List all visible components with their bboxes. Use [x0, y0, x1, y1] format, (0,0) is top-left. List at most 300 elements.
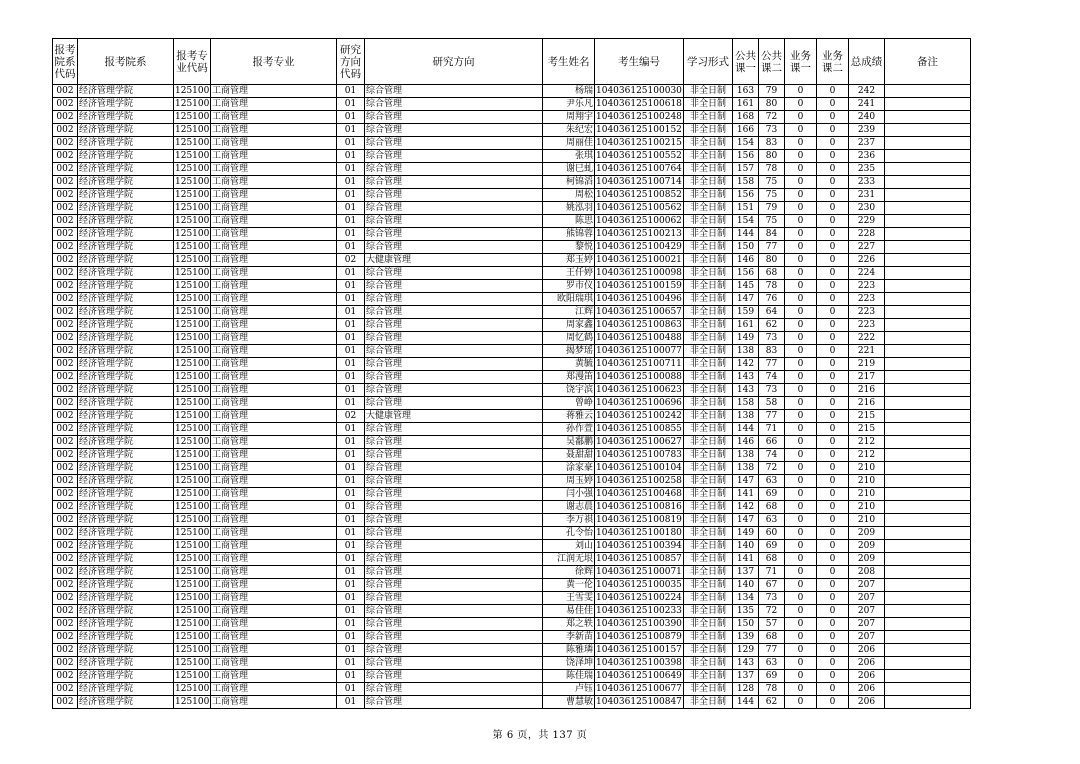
col-public-2-cell: 75 — [759, 176, 785, 189]
col-major-code-cell: 125100 — [175, 475, 210, 486]
col-direction-code-cell: 01 — [337, 423, 365, 436]
col-public-1-cell: 138 — [733, 449, 759, 462]
col-public-1-cell: 137 — [733, 670, 759, 683]
col-public-2-cell: 74 — [759, 371, 785, 384]
col-study-mode-cell: 非全日制 — [684, 384, 733, 397]
col-subject-1-cell: 0 — [785, 345, 817, 358]
col-subject-2-cell: 0 — [817, 449, 849, 462]
col-public-1-cell: 142 — [733, 501, 759, 514]
col-major-code-cell: 125100 — [175, 527, 210, 538]
col-public-2-cell: 69 — [759, 670, 785, 683]
col-public-2-cell: 69 — [759, 540, 785, 553]
col-remarks-cell — [885, 241, 971, 254]
col-direction-cell: 综合管理 — [365, 163, 543, 176]
table-row — [53, 241, 971, 254]
col-study-mode-cell: 非全日制 — [684, 696, 733, 709]
col-dept-code-cell: 002 — [53, 137, 78, 150]
col-public-1-cell: 159 — [733, 306, 759, 319]
col-direction-code-cell: 02 — [337, 254, 365, 267]
col-public-1-cell: 149 — [733, 527, 759, 540]
col-major-code-cell: 125100 — [175, 111, 210, 122]
col-direction-cell: 大健康管理 — [365, 410, 543, 423]
col-major-cell: 工商管理 — [211, 657, 337, 670]
col-study-mode-cell: 非全日制 — [684, 631, 733, 644]
col-remarks-cell — [885, 527, 971, 540]
col-study-mode-cell: 非全日制 — [684, 566, 733, 579]
table-row — [53, 254, 971, 267]
col-subject-1-cell: 0 — [785, 371, 817, 384]
table-row — [53, 475, 971, 488]
col-dept-cell: 经济管理学院 — [78, 618, 174, 631]
col-study-mode-cell: 非全日制 — [684, 605, 733, 618]
col-subject-1-cell: 0 — [785, 358, 817, 371]
col-remarks-cell — [885, 345, 971, 358]
col-public-1-cell: 135 — [733, 605, 759, 618]
header-col-dept-code: 报考院系代码 — [53, 39, 78, 85]
col-name-cell: 孔令怡 — [543, 527, 595, 540]
col-name-cell: 曹慧敏 — [543, 696, 595, 709]
col-major-cell: 工商管理 — [211, 566, 337, 579]
col-public-2-cell: 75 — [759, 189, 785, 202]
col-name-cell: 饶泽坤 — [543, 657, 595, 670]
col-major-cell: 工商管理 — [211, 241, 337, 254]
col-study-mode-cell: 非全日制 — [684, 98, 733, 111]
col-total-cell: 219 — [849, 358, 885, 371]
col-public-1-cell: 146 — [733, 254, 759, 267]
col-study-mode-cell: 非全日制 — [684, 215, 733, 228]
table-row — [53, 514, 971, 527]
col-remarks-cell — [885, 267, 971, 280]
col-direction-code-cell: 01 — [337, 280, 365, 293]
col-subject-1-cell: 0 — [785, 215, 817, 228]
score-table — [52, 38, 971, 709]
col-total-cell: 242 — [849, 85, 885, 98]
col-subject-1-cell: 0 — [785, 384, 817, 397]
col-major-cell: 工商管理 — [211, 527, 337, 540]
col-exam-id-cell: 104036125100394 — [596, 540, 682, 551]
col-major-cell: 工商管理 — [211, 540, 337, 553]
col-major-cell: 工商管理 — [211, 670, 337, 683]
col-exam-id-cell: 104036125100677 — [596, 683, 682, 694]
col-public-2-cell: 79 — [759, 85, 785, 98]
col-public-1-cell: 147 — [733, 293, 759, 306]
col-major-cell: 工商管理 — [211, 371, 337, 384]
col-subject-2-cell: 0 — [817, 306, 849, 319]
col-direction-cell: 综合管理 — [365, 189, 543, 202]
col-total-cell: 215 — [849, 423, 885, 436]
col-total-cell: 216 — [849, 384, 885, 397]
table-row — [53, 553, 971, 566]
col-public-1-cell: 147 — [733, 475, 759, 488]
table-row — [53, 488, 971, 501]
col-dept-code-cell: 002 — [53, 410, 78, 423]
col-remarks-cell — [885, 254, 971, 267]
col-direction-cell: 综合管理 — [365, 618, 543, 631]
col-subject-1-cell: 0 — [785, 488, 817, 501]
header-col-subject-1: 业务课一 — [785, 39, 817, 85]
col-public-2-cell: 71 — [759, 566, 785, 579]
col-subject-1-cell: 0 — [785, 163, 817, 176]
col-dept-code-cell: 002 — [53, 150, 78, 163]
col-total-cell: 230 — [849, 202, 885, 215]
col-subject-2-cell: 0 — [817, 527, 849, 540]
col-subject-2-cell: 0 — [817, 436, 849, 449]
col-dept-code-cell: 002 — [53, 111, 78, 124]
col-major-cell: 工商管理 — [211, 514, 337, 527]
col-exam-id-cell: 104036125100398 — [596, 657, 682, 668]
col-subject-2-cell: 0 — [817, 345, 849, 358]
col-dept-code-cell: 002 — [53, 397, 78, 410]
col-major-cell: 工商管理 — [211, 176, 337, 189]
col-total-cell: 233 — [849, 176, 885, 189]
col-total-cell: 229 — [849, 215, 885, 228]
col-dept-code-cell: 002 — [53, 631, 78, 644]
col-public-2-cell: 73 — [759, 332, 785, 345]
col-public-2-cell: 67 — [759, 579, 785, 592]
col-dept-code-cell: 002 — [53, 85, 78, 98]
col-subject-2-cell: 0 — [817, 358, 849, 371]
col-direction-cell: 综合管理 — [365, 215, 543, 228]
header-col-remarks: 备注 — [885, 39, 971, 85]
col-public-2-cell: 78 — [759, 163, 785, 176]
table-row — [53, 644, 971, 657]
col-exam-id-cell: 104036125100488 — [596, 332, 682, 343]
col-name-cell: 周松 — [543, 189, 595, 202]
col-public-2-cell: 68 — [759, 501, 785, 514]
col-total-cell: 215 — [849, 410, 885, 423]
col-dept-cell: 经济管理学院 — [78, 683, 174, 696]
col-public-1-cell: 138 — [733, 462, 759, 475]
col-dept-code-cell: 002 — [53, 501, 78, 514]
col-subject-1-cell: 0 — [785, 241, 817, 254]
col-study-mode-cell: 非全日制 — [684, 280, 733, 293]
col-direction-cell: 综合管理 — [365, 150, 543, 163]
table-row — [53, 384, 971, 397]
col-subject-2-cell: 0 — [817, 605, 849, 618]
col-dept-cell: 经济管理学院 — [78, 657, 174, 670]
col-subject-2-cell: 0 — [817, 514, 849, 527]
table-row — [53, 618, 971, 631]
col-public-1-cell: 154 — [733, 137, 759, 150]
col-major-cell: 工商管理 — [211, 410, 337, 423]
col-direction-cell: 综合管理 — [365, 280, 543, 293]
col-direction-cell: 综合管理 — [365, 696, 543, 709]
col-subject-1-cell: 0 — [785, 553, 817, 566]
col-dept-cell: 经济管理学院 — [78, 150, 174, 163]
col-public-2-cell: 57 — [759, 618, 785, 631]
col-dept-cell: 经济管理学院 — [78, 670, 174, 683]
col-dept-cell: 经济管理学院 — [78, 423, 174, 436]
col-remarks-cell — [885, 423, 971, 436]
col-total-cell: 207 — [849, 631, 885, 644]
col-direction-code-cell: 01 — [337, 553, 365, 566]
col-exam-id-cell: 104036125100062 — [596, 215, 682, 226]
col-direction-cell: 综合管理 — [365, 553, 543, 566]
col-name-cell: 周丽佳 — [543, 137, 595, 150]
col-public-1-cell: 140 — [733, 540, 759, 553]
col-major-code-cell: 125100 — [175, 98, 210, 109]
col-public-2-cell: 73 — [759, 124, 785, 137]
col-exam-id-cell: 104036125100390 — [596, 618, 682, 629]
col-study-mode-cell: 非全日制 — [684, 241, 733, 254]
col-total-cell: 222 — [849, 332, 885, 345]
col-dept-code-cell: 002 — [53, 683, 78, 696]
col-direction-cell: 综合管理 — [365, 423, 543, 436]
col-public-2-cell: 68 — [759, 267, 785, 280]
col-total-cell: 236 — [849, 150, 885, 163]
col-subject-2-cell: 0 — [817, 163, 849, 176]
col-dept-cell: 经济管理学院 — [78, 566, 174, 579]
col-total-cell: 209 — [849, 527, 885, 540]
col-public-2-cell: 68 — [759, 631, 785, 644]
col-subject-2-cell: 0 — [817, 332, 849, 345]
col-remarks-cell — [885, 150, 971, 163]
col-public-2-cell: 58 — [759, 397, 785, 410]
table-row — [53, 579, 971, 592]
col-subject-1-cell: 0 — [785, 657, 817, 670]
col-major-code-cell: 125100 — [175, 488, 210, 499]
col-public-2-cell: 63 — [759, 514, 785, 527]
table-row — [53, 124, 971, 137]
col-direction-cell: 大健康管理 — [365, 254, 543, 267]
col-dept-cell: 经济管理学院 — [78, 293, 174, 306]
col-direction-cell: 综合管理 — [365, 631, 543, 644]
col-major-cell: 工商管理 — [211, 696, 337, 709]
col-direction-code-cell: 01 — [337, 566, 365, 579]
col-public-2-cell: 66 — [759, 436, 785, 449]
col-name-cell: 柯锦滔 — [543, 176, 595, 189]
col-remarks-cell — [885, 475, 971, 488]
col-subject-2-cell: 0 — [817, 618, 849, 631]
col-major-code-cell: 125100 — [175, 462, 210, 473]
col-dept-code-cell: 002 — [53, 228, 78, 241]
col-public-2-cell: 71 — [759, 423, 785, 436]
col-direction-cell: 综合管理 — [365, 85, 543, 98]
col-dept-code-cell: 002 — [53, 98, 78, 111]
col-exam-id-cell: 104036125100233 — [596, 605, 682, 616]
col-exam-id-cell: 104036125100552 — [596, 150, 682, 161]
col-dept-cell: 经济管理学院 — [78, 345, 174, 358]
col-dept-cell: 经济管理学院 — [78, 371, 174, 384]
col-subject-1-cell: 0 — [785, 137, 817, 150]
col-major-cell: 工商管理 — [211, 384, 337, 397]
col-subject-1-cell: 0 — [785, 527, 817, 540]
col-study-mode-cell: 非全日制 — [684, 592, 733, 605]
col-remarks-cell — [885, 579, 971, 592]
col-direction-cell: 综合管理 — [365, 267, 543, 280]
col-study-mode-cell: 非全日制 — [684, 540, 733, 553]
col-subject-1-cell: 0 — [785, 319, 817, 332]
col-dept-code-cell: 002 — [53, 618, 78, 631]
col-study-mode-cell: 非全日制 — [684, 501, 733, 514]
col-major-code-cell: 125100 — [175, 657, 210, 668]
col-public-1-cell: 166 — [733, 124, 759, 137]
col-study-mode-cell: 非全日制 — [684, 111, 733, 124]
col-dept-code-cell: 002 — [53, 540, 78, 553]
col-remarks-cell — [885, 176, 971, 189]
col-subject-2-cell: 0 — [817, 501, 849, 514]
col-major-cell: 工商管理 — [211, 618, 337, 631]
col-dept-cell: 经济管理学院 — [78, 189, 174, 202]
col-study-mode-cell: 非全日制 — [684, 449, 733, 462]
table-row — [53, 189, 971, 202]
col-total-cell: 224 — [849, 267, 885, 280]
col-dept-cell: 经济管理学院 — [78, 111, 174, 124]
col-name-cell: 易佳佳 — [543, 605, 595, 618]
col-major-cell: 工商管理 — [211, 423, 337, 436]
col-direction-code-cell: 01 — [337, 605, 365, 618]
col-dept-code-cell: 002 — [53, 189, 78, 202]
col-study-mode-cell: 非全日制 — [684, 306, 733, 319]
col-remarks-cell — [885, 631, 971, 644]
col-public-2-cell: 80 — [759, 254, 785, 267]
col-public-1-cell: 158 — [733, 397, 759, 410]
col-major-code-cell: 125100 — [175, 189, 210, 200]
col-subject-1-cell: 0 — [785, 293, 817, 306]
col-dept-code-cell: 002 — [53, 462, 78, 475]
col-subject-1-cell: 0 — [785, 176, 817, 189]
col-major-code-cell: 125100 — [175, 514, 210, 525]
col-study-mode-cell: 非全日制 — [684, 293, 733, 306]
header-col-major-code: 报考专业代码 — [174, 39, 211, 85]
header-col-public-1: 公共课一 — [733, 39, 759, 85]
table-header-row — [53, 39, 971, 85]
col-total-cell: 223 — [849, 280, 885, 293]
col-study-mode-cell: 非全日制 — [684, 683, 733, 696]
col-public-1-cell: 154 — [733, 215, 759, 228]
col-subject-2-cell: 0 — [817, 371, 849, 384]
col-direction-code-cell: 01 — [337, 306, 365, 319]
col-dept-code-cell: 002 — [53, 436, 78, 449]
col-direction-code-cell: 01 — [337, 592, 365, 605]
col-total-cell: 206 — [849, 683, 885, 696]
col-major-code-cell: 125100 — [175, 332, 210, 343]
col-major-code-cell: 125100 — [175, 215, 210, 226]
col-exam-id-cell: 104036125100258 — [596, 475, 682, 486]
col-public-1-cell: 147 — [733, 514, 759, 527]
col-major-cell: 工商管理 — [211, 488, 337, 501]
col-remarks-cell — [885, 540, 971, 553]
col-exam-id-cell: 104036125100714 — [596, 176, 682, 187]
col-name-cell: 周忆鹤 — [543, 332, 595, 345]
col-remarks-cell — [885, 85, 971, 98]
col-subject-2-cell: 0 — [817, 215, 849, 228]
col-name-cell: 揭梦瑶 — [543, 345, 595, 358]
col-direction-cell: 综合管理 — [365, 319, 543, 332]
col-direction-code-cell: 01 — [337, 319, 365, 332]
col-dept-code-cell: 002 — [53, 553, 78, 566]
col-total-cell: 210 — [849, 488, 885, 501]
col-exam-id-cell: 104036125100077 — [596, 345, 682, 356]
col-name-cell: 王雪雯 — [543, 592, 595, 605]
col-dept-cell: 经济管理学院 — [78, 501, 174, 514]
col-subject-1-cell: 0 — [785, 566, 817, 579]
table-row — [53, 683, 971, 696]
col-name-cell: 孙作萱 — [543, 423, 595, 436]
table-row — [53, 397, 971, 410]
col-total-cell: 228 — [849, 228, 885, 241]
col-remarks-cell — [885, 124, 971, 137]
table-row — [53, 137, 971, 150]
col-remarks-cell — [885, 683, 971, 696]
col-name-cell: 朱纪宏 — [543, 124, 595, 137]
col-study-mode-cell: 非全日制 — [684, 644, 733, 657]
col-name-cell: 卢钰 — [543, 683, 595, 696]
col-subject-2-cell: 0 — [817, 644, 849, 657]
col-direction-code-cell: 01 — [337, 150, 365, 163]
col-name-cell: 姚泓羽 — [543, 202, 595, 215]
table-row — [53, 85, 971, 98]
col-dept-code-cell: 002 — [53, 202, 78, 215]
col-exam-id-cell: 104036125100618 — [596, 98, 682, 109]
col-direction-cell: 综合管理 — [365, 475, 543, 488]
col-exam-id-cell: 104036125100104 — [596, 462, 682, 473]
col-public-2-cell: 80 — [759, 150, 785, 163]
col-remarks-cell — [885, 436, 971, 449]
col-direction-cell: 综合管理 — [365, 605, 543, 618]
col-remarks-cell — [885, 137, 971, 150]
col-subject-1-cell: 0 — [785, 85, 817, 98]
col-subject-2-cell: 0 — [817, 228, 849, 241]
col-public-2-cell: 77 — [759, 358, 785, 371]
col-dept-cell: 经济管理学院 — [78, 397, 174, 410]
table-row — [53, 462, 971, 475]
header-col-dept: 报考院系 — [78, 39, 174, 85]
col-study-mode-cell: 非全日制 — [684, 267, 733, 280]
col-study-mode-cell: 非全日制 — [684, 163, 733, 176]
col-name-cell: 刘山 — [543, 540, 595, 553]
col-major-cell: 工商管理 — [211, 475, 337, 488]
col-subject-1-cell: 0 — [785, 124, 817, 137]
col-study-mode-cell: 非全日制 — [684, 514, 733, 527]
col-name-cell: 李新苗 — [543, 631, 595, 644]
col-name-cell: 饶宇滨 — [543, 384, 595, 397]
col-remarks-cell — [885, 397, 971, 410]
col-direction-code-cell: 01 — [337, 696, 365, 709]
col-direction-code-cell: 01 — [337, 436, 365, 449]
col-subject-1-cell: 0 — [785, 696, 817, 709]
col-direction-cell: 综合管理 — [365, 579, 543, 592]
header-col-direction-code: 研究方向代码 — [337, 39, 365, 85]
col-direction-cell: 综合管理 — [365, 644, 543, 657]
col-dept-code-cell: 002 — [53, 670, 78, 683]
col-major-cell: 工商管理 — [211, 631, 337, 644]
table-row — [53, 163, 971, 176]
col-dept-code-cell: 002 — [53, 319, 78, 332]
col-dept-cell: 经济管理学院 — [78, 579, 174, 592]
col-exam-id-cell: 104036125100711 — [596, 358, 682, 369]
col-study-mode-cell: 非全日制 — [684, 358, 733, 371]
col-major-code-cell: 125100 — [175, 436, 210, 447]
col-total-cell: 210 — [849, 462, 885, 475]
col-study-mode-cell: 非全日制 — [684, 488, 733, 501]
col-major-code-cell: 125100 — [175, 280, 210, 291]
col-direction-code-cell: 01 — [337, 475, 365, 488]
col-major-code-cell: 125100 — [175, 163, 210, 174]
col-major-code-cell: 125100 — [175, 449, 210, 460]
col-exam-id-cell: 104036125100224 — [596, 592, 682, 603]
col-exam-id-cell: 104036125100021 — [596, 254, 682, 265]
col-exam-id-cell: 104036125100657 — [596, 306, 682, 317]
col-direction-cell: 综合管理 — [365, 462, 543, 475]
col-dept-cell: 经济管理学院 — [78, 124, 174, 137]
col-study-mode-cell: 非全日制 — [684, 319, 733, 332]
col-major-cell: 工商管理 — [211, 306, 337, 319]
col-name-cell: 张琪 — [543, 150, 595, 163]
col-total-cell: 209 — [849, 540, 885, 553]
col-public-1-cell: 157 — [733, 163, 759, 176]
col-total-cell: 226 — [849, 254, 885, 267]
